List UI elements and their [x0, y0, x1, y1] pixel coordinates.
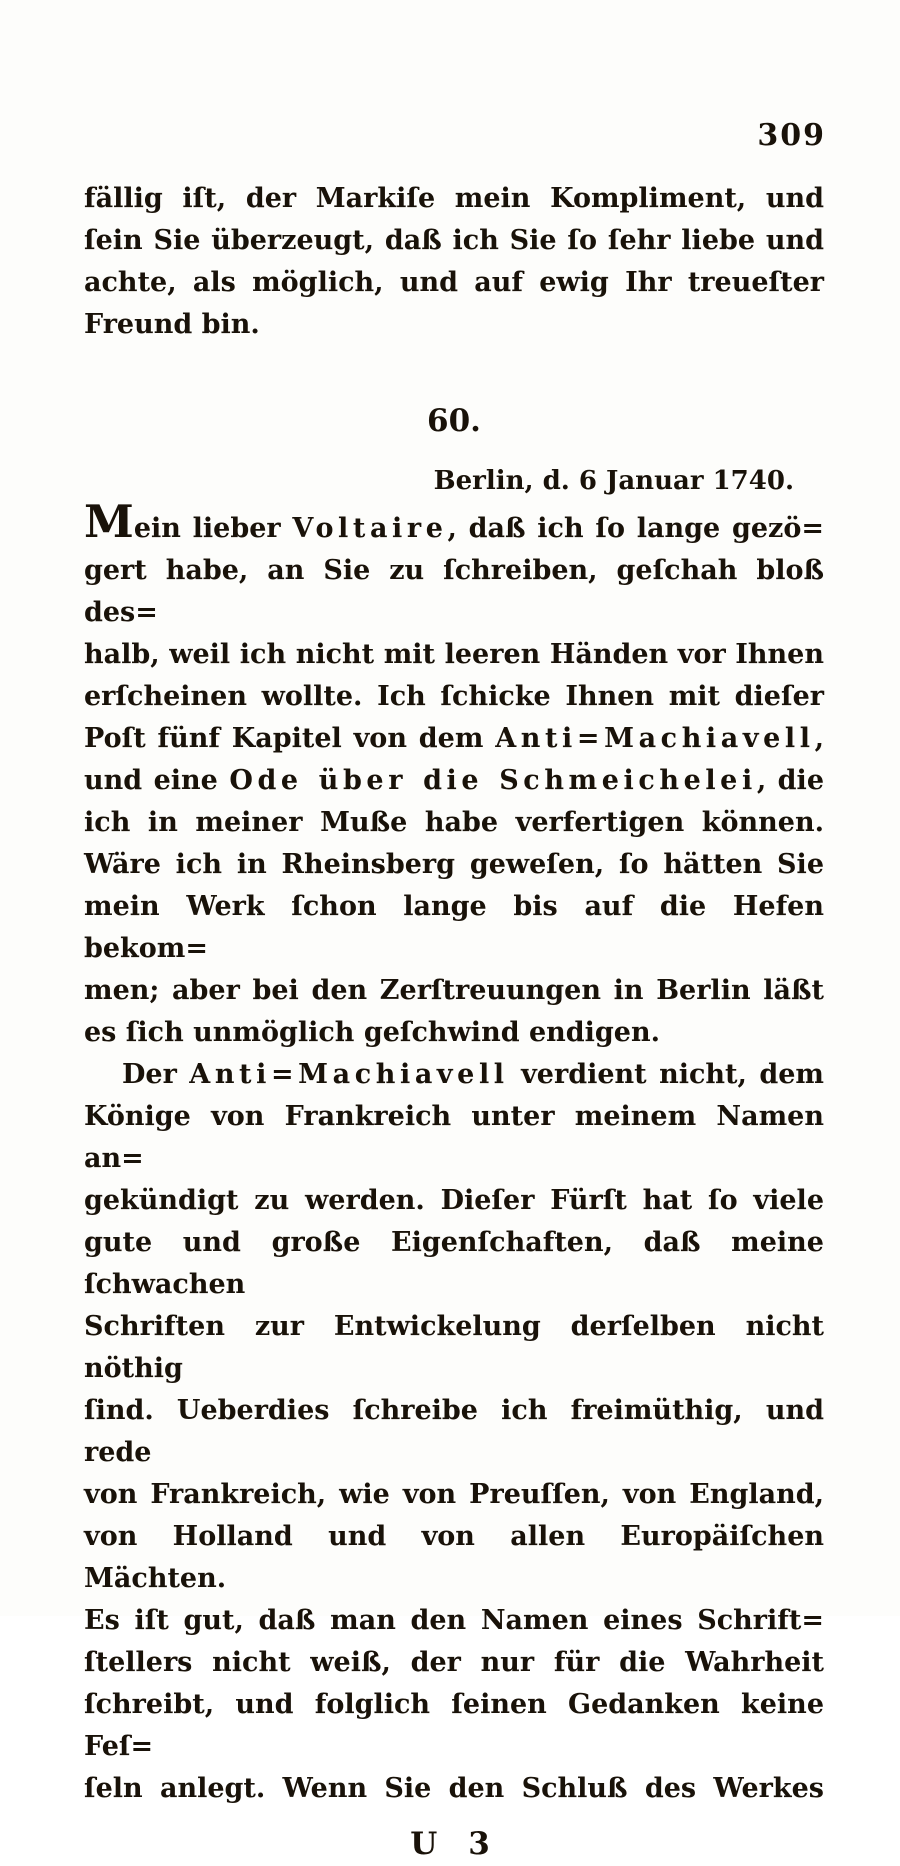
text-segment: Freund bin.: [84, 309, 260, 340]
text-segment: Der: [122, 1059, 190, 1090]
letterspaced-text: Anti=Machiavell: [189, 1059, 509, 1090]
text-segment: ſind. Ueberdies ſchreibe ich freimüthig, und rede: [84, 1395, 824, 1468]
text-line: [84, 676, 824, 718]
text-segment: verdient nicht, dem: [508, 1059, 824, 1090]
text-line: [84, 718, 824, 760]
text-segment: Schriften zur Entwickelung derſelben nicht nöthig: [84, 1311, 824, 1384]
text-segment: von Holland und von allen Europäiſchen Mächten.: [84, 1521, 824, 1594]
letterspaced-text: Ode über die Schmeichelei: [229, 765, 757, 796]
drop-initial: M: [84, 495, 134, 548]
text-segment: ſtellers nicht weiß, der nur für die Wahrheit: [84, 1647, 824, 1678]
text-line: [84, 1180, 824, 1222]
text-line: [84, 220, 824, 262]
text-segment: ſeln anlegt. Wenn Sie den Schluß des Werkes: [84, 1773, 824, 1804]
text-segment: es ſich unmöglich geſchwind endigen.: [84, 1017, 661, 1048]
text-segment: achte, als möglich, und auf ewig Ihr treueſter: [84, 267, 824, 298]
text-line: [84, 1390, 824, 1474]
text-line: [84, 970, 824, 1012]
text-line: [84, 1306, 824, 1390]
text-segment: , daß ich ſo lange gezö=: [447, 513, 825, 544]
text-segment: Könige von Frankreich unter meinem Namen an=: [84, 1101, 824, 1174]
text-segment: ſchreibt, und folglich ſeinen Gedanken keine Feſ=: [84, 1689, 824, 1762]
text-segment: mein Werk ſchon lange bis auf die Hefen bekom=: [84, 891, 824, 964]
text-line: [84, 550, 824, 634]
text-line: [84, 1474, 824, 1516]
text-segment: gert habe, an Sie zu ſchreiben, geſchah bloß des=: [84, 555, 824, 628]
letterspaced-text: Anti=Machiavell: [495, 723, 815, 754]
text-line: [84, 1012, 824, 1054]
text-line: [84, 1054, 824, 1096]
text-line: [84, 760, 824, 802]
text-line: [84, 1222, 824, 1306]
text-line: [84, 1642, 824, 1684]
text-segment: erſcheinen wollte. Ich ſchicke Ihnen mit dieſer: [84, 681, 824, 712]
text-segment: und eine: [84, 765, 230, 796]
text-line: [84, 1096, 824, 1180]
letter-number-heading: 60.: [427, 403, 481, 439]
text-line: [84, 178, 824, 220]
text-segment: gute und große Eigenſchaften, daß meine ſchwachen: [84, 1227, 824, 1300]
text-line: [84, 1516, 824, 1600]
text-segment: ſein Sie überzeugt, daß ich Sie ſo ſehr liebe und: [84, 225, 824, 256]
signature-mark: U 3: [410, 1826, 490, 1862]
text-segment: ,: [814, 723, 824, 754]
page-number: 309: [757, 118, 826, 153]
text-line: [84, 634, 824, 676]
text-line: [84, 262, 824, 304]
text-line: [84, 886, 824, 970]
text-line: [84, 304, 824, 346]
text-segment: , die: [756, 765, 824, 796]
text-segment: Wäre ich in Rheinsberg geweſen, ſo hätten Sie: [84, 849, 824, 880]
text-segment: men; aber bei den Zerſtreuungen in Berlin läßt: [84, 975, 824, 1006]
letter-60-opening: [84, 495, 825, 1054]
text-line: [84, 802, 824, 844]
text-line: [84, 1768, 824, 1810]
dateline: Berlin, d. 6 Januar 1740.: [433, 466, 794, 496]
letter-60-paragraph-2: [84, 1054, 824, 1810]
letterspaced-text: Voltaire: [292, 513, 448, 544]
text-line: [84, 495, 825, 550]
text-line: [84, 844, 824, 886]
text-line: [84, 1684, 824, 1768]
letter-59-closing: [84, 178, 824, 346]
text-segment: von Frankreich, wie von Preuſſen, von England,: [84, 1479, 824, 1510]
text-body: [0, 178, 900, 1810]
text-segment: ein lieber: [133, 513, 293, 544]
text-segment: halb, weil ich nicht mit leeren Händen vor Ihnen: [84, 639, 824, 670]
text-segment: gekündigt zu werden. Dieſer Fürſt hat ſo viele: [84, 1185, 824, 1216]
text-segment: fällig iſt, der Markiſe mein Kompliment, und: [84, 183, 824, 214]
text-line: [84, 1600, 824, 1642]
text-segment: ich in meiner Muße habe verfertigen können.: [84, 807, 824, 838]
text-segment: Poſt fünf Kapitel von dem: [84, 723, 496, 754]
text-segment: Es iſt gut, daß man den Namen eines Schrift=: [84, 1605, 824, 1636]
